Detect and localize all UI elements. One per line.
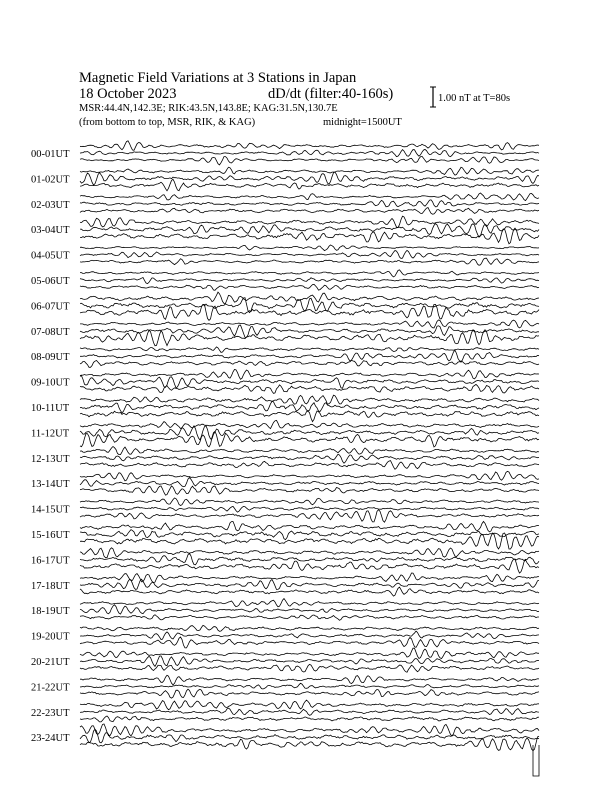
hour-label: 11-12UT [31, 428, 70, 440]
hour-label: 09-10UT [31, 377, 70, 389]
station-trace [80, 250, 539, 258]
hour-label: 21-22UT [31, 682, 70, 694]
hour-label: 19-20UT [31, 631, 70, 643]
chart-title: Magnetic Field Variations at 3 Stations in Japan [79, 70, 357, 86]
station-trace [80, 216, 539, 227]
hour-label: 13-14UT [31, 479, 70, 491]
hour-label: 07-08UT [31, 326, 70, 338]
station-trace [80, 573, 539, 583]
station-trace [80, 700, 539, 710]
station-trace [80, 631, 539, 639]
hour-label: 04-05UT [31, 250, 70, 262]
station-trace [80, 533, 539, 549]
station-trace [80, 724, 539, 736]
station-trace [80, 689, 539, 698]
hour-label: 03-04UT [31, 225, 70, 237]
station-trace [80, 167, 539, 175]
station-trace [80, 228, 539, 244]
station-trace [80, 637, 539, 648]
hour-label: 00-01UT [31, 149, 70, 160]
station-trace [80, 708, 539, 715]
station-trace [80, 284, 539, 290]
station-trace [80, 625, 539, 631]
station-trace [80, 498, 539, 506]
hour-label: 15-16UT [31, 530, 70, 541]
hour-label: 20-21UT [31, 657, 70, 668]
station-trace [80, 716, 539, 722]
station-trace [80, 548, 539, 558]
station-trace [80, 454, 539, 463]
station-trace [80, 664, 539, 672]
hour-label: 22-23UT [31, 707, 70, 719]
station-trace [80, 736, 539, 751]
station-trace [80, 298, 539, 313]
station-trace [80, 579, 539, 589]
hour-label: 02-03UT [31, 199, 70, 211]
station-trace [80, 675, 539, 685]
hour-label: 16-17UT [31, 555, 70, 567]
station-trace [80, 426, 539, 440]
station-trace [80, 384, 539, 393]
hour-label: 06-07UT [31, 301, 70, 313]
station-trace [80, 683, 539, 689]
station-trace [80, 615, 539, 621]
station-trace [80, 587, 539, 596]
station-trace [80, 530, 539, 540]
station-trace [80, 401, 539, 413]
scale-bar-label: 1.00 nT at T=80s [438, 93, 511, 104]
station-trace [80, 149, 539, 156]
hour-label: 12-13UT [31, 453, 70, 465]
station-trace [80, 245, 539, 251]
station-trace [80, 200, 539, 207]
station-trace [80, 411, 539, 422]
station-trace [80, 258, 539, 265]
station-trace [80, 605, 539, 614]
station-trace [80, 172, 539, 185]
station-trace [80, 510, 539, 523]
station-trace [80, 292, 539, 303]
hour-label: 18-19UT [31, 606, 70, 618]
station-trace [80, 447, 539, 455]
midnight-note: midnight=1500UT [323, 117, 402, 128]
station-order-note: (from bottom to top, MSR, RIK, & KAG) [79, 117, 256, 128]
hour-label: 17-18UT [31, 580, 70, 592]
station-trace [80, 559, 539, 573]
station-trace [80, 208, 539, 215]
hour-label: 05-06UT [31, 276, 70, 287]
station-trace [80, 553, 539, 564]
chart-date: 18 October 2023 [79, 86, 177, 102]
station-trace [80, 278, 539, 284]
hour-label: 08-09UT [31, 352, 70, 364]
station-trace [80, 506, 539, 512]
station-trace [80, 431, 539, 447]
station-trace [80, 478, 539, 487]
station-trace [80, 486, 539, 495]
station-trace [80, 521, 539, 532]
station-trace [80, 599, 539, 607]
station-trace [80, 420, 539, 428]
hour-label: 14-15UT [31, 504, 70, 516]
station-trace [80, 179, 539, 191]
hour-label: 23-24UT [31, 733, 70, 745]
station-trace [80, 471, 539, 481]
station-trace [80, 156, 539, 165]
station-trace [80, 320, 539, 328]
station-trace [80, 370, 539, 380]
filter-info: dD/dt (filter:40-160s) [268, 86, 394, 102]
station-trace [80, 350, 539, 362]
station-trace [80, 395, 539, 404]
station-trace [80, 141, 539, 151]
station-trace [80, 270, 539, 277]
station-trace [80, 461, 539, 470]
station-trace [80, 193, 539, 201]
station-trace [80, 330, 539, 346]
hour-label: 01-02UT [31, 174, 70, 186]
station-trace [80, 347, 539, 353]
hour-label: 10-11UT [31, 403, 70, 414]
station-coordinates: MSR:44.4N,142.3E; RIK:43.5N,143.8E; KAG:31.5N,130.7E [79, 103, 338, 114]
station-trace [80, 376, 539, 389]
station-trace [80, 360, 539, 367]
